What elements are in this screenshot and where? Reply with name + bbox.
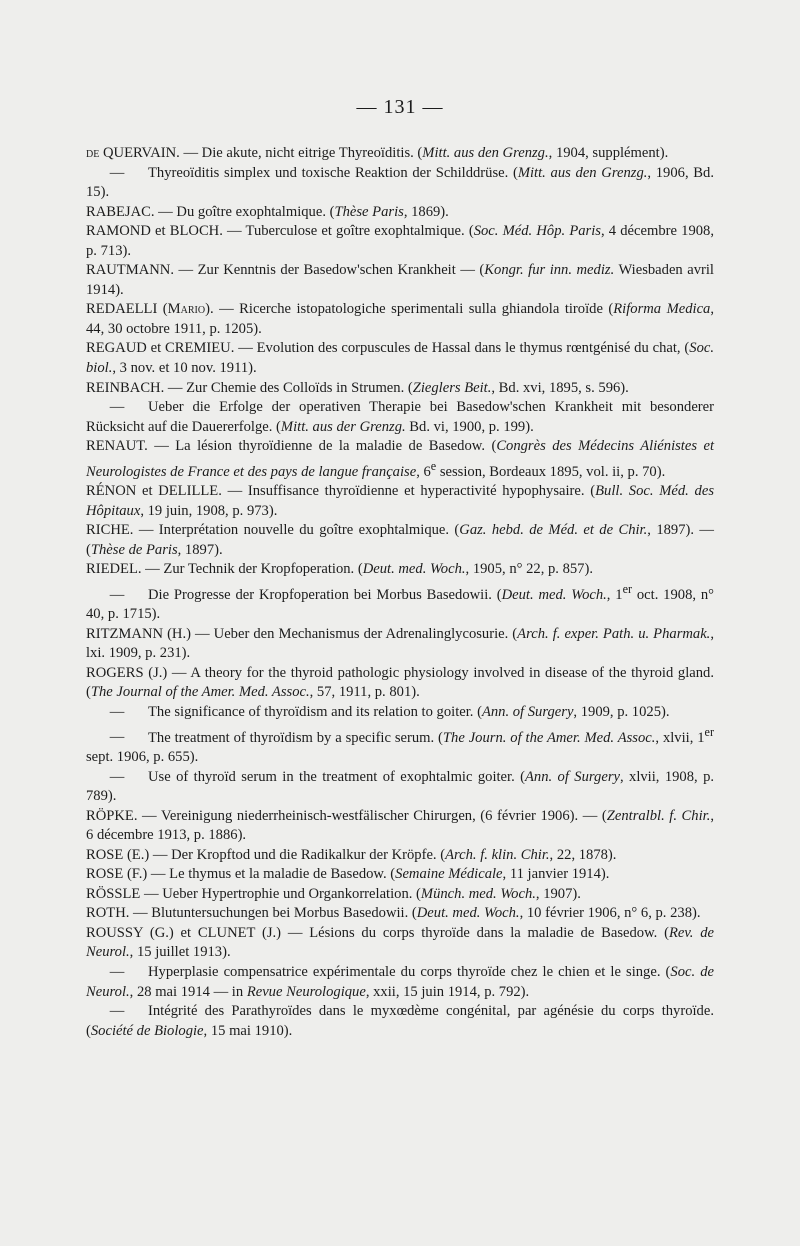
bibliography-entry: REDAELLI (Mario). — Ricerche istopatologiche sperimentali sulla ghiandola tiroïde (Riforma Medica, 44, 30 octobre 1911, p. 1205). xyxy=(86,301,714,337)
bibliography-entry: ROSE (F.) — Le thymus et la maladie de Basedow. (Semaine Médicale, 11 janvier 1914). xyxy=(86,866,610,883)
bibliography-entry: — Ueber die Erfolge der operativen Therapie bei Basedow'schen Krankheit mit besonderer Rücksicht auf die Dauererfolge. (Mitt. aus der Grenzg. Bd. vi, 1900, p. 199). xyxy=(86,399,714,435)
bibliography-entry: RICHE. — Interprétation nouvelle du goître exophtalmique. (Gaz. hebd. de Méd. et de Chir., 1897). — (Thèse de Paris, 1897). xyxy=(86,522,714,558)
bibliography-entry: REINBACH. — Zur Chemie des Colloïds in Strumen. (Zieglers Beit., Bd. xvi, 1895, s. 596). xyxy=(86,379,629,396)
bibliography-list xyxy=(86,144,714,1041)
bibliography-entry: RABEJAC. — Du goître exophtalmique. (Thèse Paris, 1869). xyxy=(86,203,449,220)
bibliography-entry: — Intégrité des Parathyroïdes dans le myxœdème congénital, par agénésie du corps thyroïde. (Société de Biologie, 15 mai 1910). xyxy=(86,1003,714,1039)
bibliography-entry: RAUTMANN. — Zur Kenntnis der Basedow'schen Krankheit — (Kongr. fur inn. mediz. Wiesbaden avril 1914). xyxy=(86,262,714,298)
bibliography-entry: RENAUT. — La lésion thyroïdienne de la maladie de Basedow. (Congrès des Médecins Aliénistes et Neurologistes de France et des pays de langue française, 6e session, Bordeaux 1895, vol. ii, p. 70). xyxy=(86,438,715,480)
bibliography-entry: — Die Progresse der Kropfoperation bei Morbus Basedowii. (Deut. med. Woch., 1er oct. 1908, n° 40, p. 1715). xyxy=(86,581,714,623)
bibliography-entry: RÉNON et DELILLE. — Insuffisance thyroïdienne et hyperactivité hypophysaire. (Bull. Soc. Méd. des Hôpitaux, 19 juin, 1908, p. 973). xyxy=(86,483,714,519)
bibliography-entry: ROGERS (J.) — A theory for the thyroid pathologic physiology involved in disease of the thyroid gland. (The Journal of the Amer. Med. Assoc., 57, 1911, p. 801). xyxy=(86,664,714,701)
bibliography-entry: — Hyperplasie compensatrice expérimentale du corps thyroïde chez le chien et le singe. (Soc. de Neurol., 28 mai 1914 — in Revue Neurologique, xxii, 15 juin 1914, p. 792). xyxy=(86,964,714,1000)
bibliography-entry: de QUERVAIN. — Die akute, nicht eitrige Thyreoïditis. (Mitt. aus den Grenzg., 1904, supplément). xyxy=(86,145,669,161)
bibliography-entry: ROSE (E.) — Der Kropftod und die Radikalkur der Kröpfe. (Arch. f. klin. Chir., 22, 1878). xyxy=(86,846,617,863)
bibliography-entry: ROTH. — Blutuntersuchungen bei Morbus Basedowii. (Deut. med. Woch., 10 février 1906, n° 6, p. 238). xyxy=(86,905,701,922)
bibliography-entry: — Thyreoïditis simplex und toxische Reaktion der Schilddrüse. (Mitt. aus den Grenzg., 1906, Bd. 15). xyxy=(86,164,714,201)
bibliography-entry: — The treatment of thyroïdism by a specific serum. (The Journ. of the Amer. Med. Assoc., xlvii, 1er sept. 1906, p. 655). xyxy=(86,724,714,765)
bibliography-entry: REGAUD et CREMIEU. — Evolution des corpuscules de Hassal dans le thymus rœntgénisé du chat, (Soc. biol., 3 nov. et 10 nov. 1911). xyxy=(86,340,714,377)
bibliography-entry: RÖPKE. — Vereinigung niederrheinisch-westfälischer Chirurgen, (6 février 1906). — (Zentralbl. f. Chir., 6 décembre 1913, p. 1886). xyxy=(86,807,714,844)
bibliography-entry: RÖSSLE — Ueber Hypertrophie und Organkorrelation. (Münch. med. Woch., 1907). xyxy=(86,885,581,902)
page-number: — 131 — xyxy=(356,96,444,118)
bibliography-entry: — The significance of thyroïdism and its relation to goiter. (Ann. of Surgery, 1909, p. 1025). xyxy=(109,704,670,721)
bibliography-entry: RAMOND et BLOCH. — Tuberculose et goître exophtalmique. (Soc. Méd. Hôp. Paris, 4 décembre 1908, p. 713). xyxy=(86,223,714,259)
bibliography-entry: ROUSSY (G.) et CLUNET (J.) — Lésions du corps thyroïde dans la maladie de Basedow. (Rev. de Neurol., 15 juillet 1913). xyxy=(86,924,715,961)
bibliography-entry: — Use of thyroïd serum in the treatment of exophtalmic goiter. (Ann. of Surgery, xlvii, 1908, p. 789). xyxy=(86,768,715,805)
bibliography-entry: RIEDEL. — Zur Technik der Kropfoperation. (Deut. med. Woch., 1905, n° 22, p. 857). xyxy=(86,561,593,578)
bibliography-entry: RITZMANN (H.) — Ueber den Mechanismus der Adrenalinglycosurie. (Arch. f. exper. Path. u. Pharmak., lxi. 1909, p. 231). xyxy=(86,625,714,662)
